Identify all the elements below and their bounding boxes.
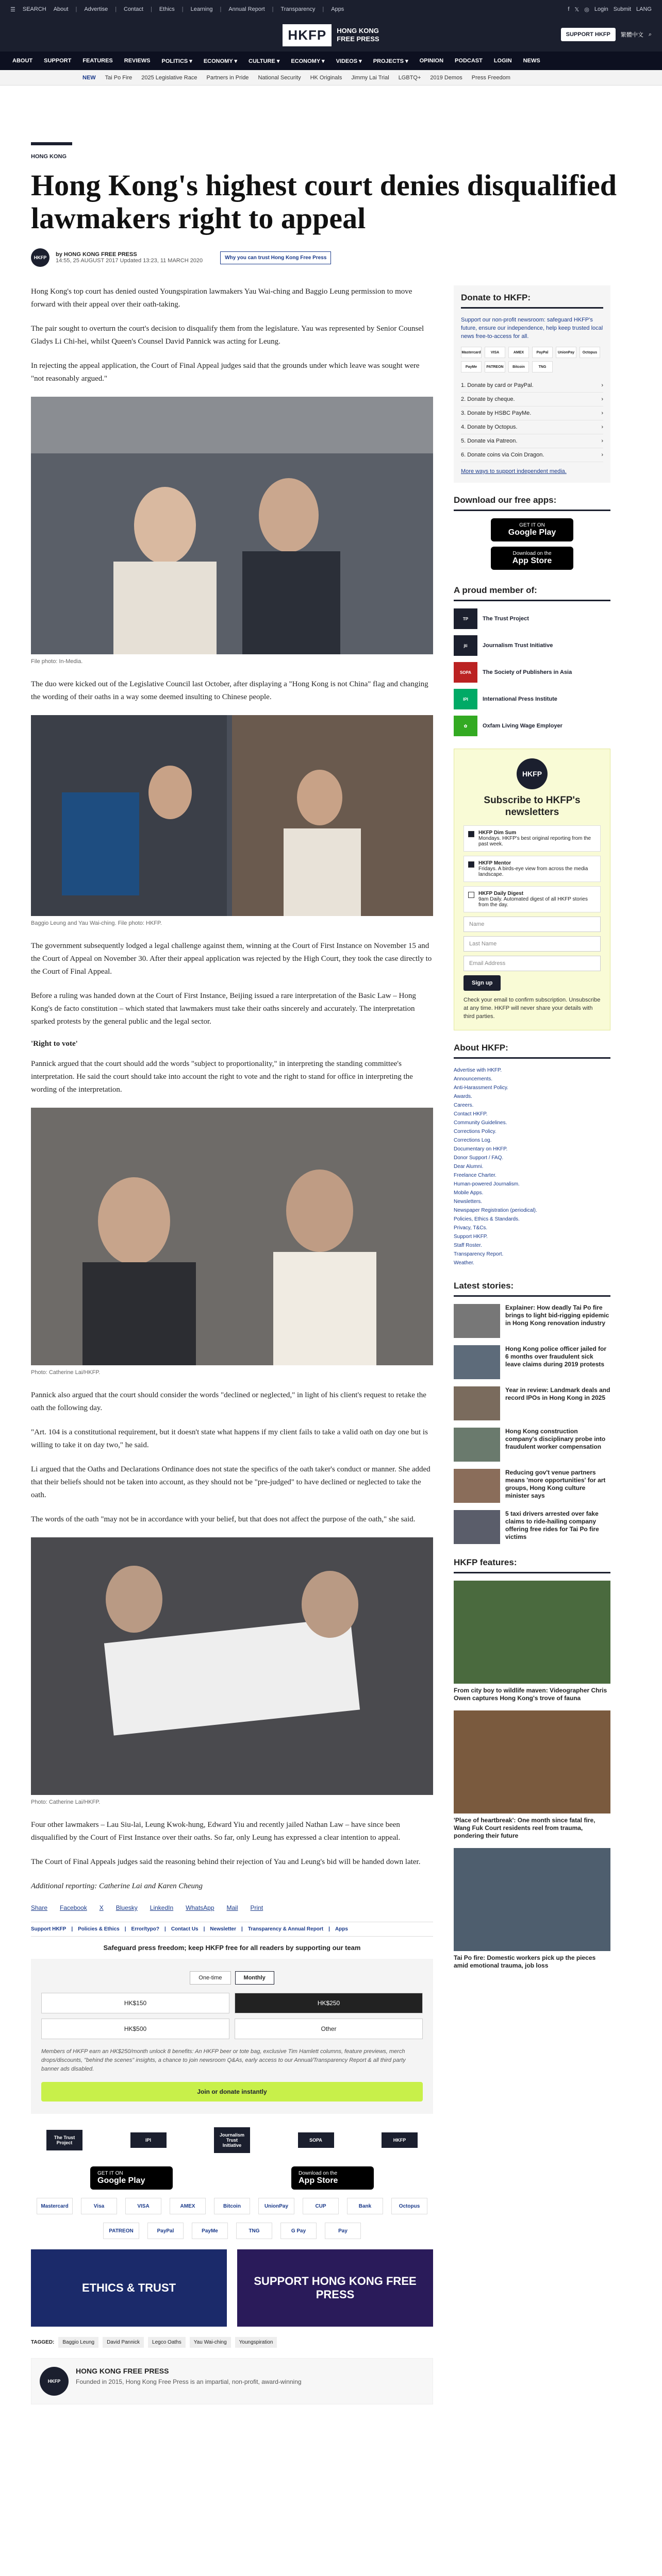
paragraph: Four other lawmakers – Lau Siu-lai, Leung Kwok-hung, Edward Yiu and recently jailed Nathan Law – have since been disqualified by the Court of First Instance over their oaths. So far, only Leung has expressed a clear intention to appeal.: [31, 1821, 401, 1842]
trending-link[interactable]: LGBTQ+: [398, 74, 421, 81]
paragraph: "Art. 104 is a constitutional requirement, but it doesn't state what happens if my client fails to take a valid oath on day one but is willing to take it on day two," he said.: [31, 1428, 428, 1449]
about-link[interactable]: Careers.: [454, 1103, 474, 1108]
about-link[interactable]: Privacy, T&Cs.: [454, 1225, 488, 1231]
partner-logos: [31, 2127, 433, 2153]
about-link[interactable]: Anti-Harassment Policy.: [454, 1085, 508, 1091]
payment-logo: PayPal: [147, 2223, 184, 2239]
sidebar-heading: Donate to HKFP:: [461, 293, 603, 309]
amount-option[interactable]: Other: [235, 2019, 423, 2039]
story-thumbnail: [454, 1304, 500, 1338]
article-title: Hong Kong's highest court denies disqualified lawmakers right to appeal: [31, 168, 617, 235]
donate-way[interactable]: 4. Donate by Octopus. ›: [461, 420, 603, 434]
topbar-ethics[interactable]: Ethics: [159, 6, 175, 12]
payment-logo: PayMe: [192, 2223, 228, 2239]
about-link[interactable]: Newspaper Registration (periodical).: [454, 1208, 537, 1213]
photo-caption: Baggio Leung and Yau Wai-ching. File photo: HKFP.: [31, 920, 162, 926]
tag-list: [31, 2337, 433, 2348]
feature-image: [454, 1710, 610, 1814]
member-logo[interactable]: IPI International Press Institute: [454, 689, 610, 709]
trending-link[interactable]: HK Originals: [310, 74, 342, 81]
share-print[interactable]: Print: [250, 1904, 263, 1911]
link-newsletter[interactable]: Newsletter: [210, 1926, 236, 1932]
feature-item[interactable]: Tai Po fire: Domestic workers pick up the pieces amid emotional trauma, job loss: [454, 1848, 610, 1970]
story-item[interactable]: Year in review: Landmark deals and record IPOs in Hong Kong in 2025: [454, 1386, 610, 1420]
language-switch[interactable]: 繁體中文: [620, 32, 643, 38]
trending-link[interactable]: Press Freedom: [471, 74, 510, 81]
page-content: [31, 86, 631, 2404]
payment-logo: Bitcoin: [214, 2198, 250, 2214]
google-play-badge[interactable]: GET IT ON Google Play: [90, 2166, 173, 2190]
tag[interactable]: Baggio Leung: [58, 2337, 98, 2348]
tag[interactable]: Legco Oaths: [148, 2337, 186, 2348]
search-link[interactable]: SEARCH: [22, 6, 46, 12]
search-icon[interactable]: ⌕: [648, 31, 652, 38]
section-subheading: 'Right to vote': [31, 1040, 78, 1048]
author-box-name[interactable]: HONG KONG FREE PRESS: [76, 2367, 169, 2375]
sidebar-heading: Latest stories:: [454, 1281, 610, 1297]
sidebar-heading: A proud member of:: [454, 585, 610, 601]
logo-line-1: HONG KONG: [337, 26, 379, 35]
paragraph: The Court of Final Appeals judges said the reasoning behind their rejection of Yau and Leung's bid will be handed down later.: [31, 1858, 421, 1866]
feature-image: [454, 1581, 610, 1684]
about-link[interactable]: Freelance Charter.: [454, 1173, 496, 1178]
donate-widget: [31, 1959, 433, 2114]
partner-logo[interactable]: The Trust Project: [46, 2130, 82, 2150]
hkfp-logo-icon: HKFP: [517, 758, 548, 789]
about-link[interactable]: Policies, Ethics & Standards.: [454, 1216, 520, 1222]
donate-sidebar: [454, 285, 610, 483]
payment-logo: TNG: [236, 2223, 272, 2239]
donate-way[interactable]: 3. Donate by HSBC PayMe. ›: [461, 406, 603, 420]
trending-link[interactable]: National Security: [258, 74, 301, 81]
donate-ways: [461, 379, 603, 462]
nav-item[interactable]: LOGIN: [493, 58, 512, 64]
about-link[interactable]: Community Guidelines.: [454, 1120, 507, 1126]
payment-logo: CUP: [303, 2198, 339, 2214]
author-name[interactable]: by HONG KONG FREE PRESS: [56, 251, 137, 258]
about-link[interactable]: Awards.: [454, 1094, 472, 1099]
share-linkedin[interactable]: LinkedIn: [150, 1904, 174, 1911]
link-support[interactable]: Support HKFP: [31, 1926, 67, 1932]
nav-item[interactable]: SUPPORT: [44, 58, 72, 64]
paragraph: Hong Kong's top court has denied ousted Youngspiration lawmakers Yau Wai-ching and Baggio Leung permission to move forward with their appeal over their oath-taking.: [31, 287, 412, 309]
nav-item[interactable]: ECONOMY ▾: [203, 58, 238, 64]
email-field[interactable]: Email Address: [464, 956, 601, 971]
donate-way[interactable]: 6. Donate coins via Coin Dragon. ›: [461, 448, 603, 462]
payment-mini-logos: Mastercard VISA AMEX PayPal UnionPay Octopus PayMe PATREON Bitcoin TNG: [461, 347, 603, 372]
photo-caption: Photo: Catherine Lai/HKFP.: [31, 1799, 101, 1805]
amount-option[interactable]: HK$250: [235, 1993, 423, 2013]
paragraph: Pannick argued that the court should add the words "subject to proportionality," in interpreting the standing committee's interpretation. He said the court should take into account the right to vote and the right to stand for office in interpreting the wording of the interpretation.: [31, 1060, 413, 1094]
sidebar-heading: About HKFP:: [454, 1043, 610, 1059]
nav-item[interactable]: OPINION: [419, 58, 444, 64]
logo-line-2: FREE PRESS: [337, 35, 379, 43]
about-link[interactable]: Announcements.: [454, 1076, 493, 1082]
nav-item[interactable]: NEWS: [523, 58, 540, 64]
about-link[interactable]: Human-powered Journalism.: [454, 1181, 520, 1187]
nav-item[interactable]: PODCAST: [455, 58, 483, 64]
footer-links: Support HKFP | Policies & Ethics | Error/typo? | Contact Us | Newsletter | Transparency & Annual Report | Apps: [31, 1922, 433, 1937]
author-box: [31, 2358, 433, 2404]
checkbox-checked[interactable]: [468, 861, 474, 868]
payment-logo: UnionPay: [258, 2198, 294, 2214]
submit-link[interactable]: Submit: [613, 6, 632, 12]
nav-item[interactable]: PROJECTS ▾: [373, 58, 408, 64]
topbar-apps[interactable]: Apps: [331, 6, 344, 12]
newsletter-title: Subscribe to HKFP's newsletters: [484, 795, 581, 818]
trending-link[interactable]: Partners in Pride: [206, 74, 249, 81]
photo-caption: Photo: Catherine Lai/HKFP.: [31, 1369, 101, 1376]
nav-item[interactable]: FEATURES: [82, 58, 113, 64]
topbar-annual-report[interactable]: Annual Report: [228, 6, 265, 12]
newsletter-note: Check your email to confirm subscription. Unsubscribe at any time. HKFP will never share your details with third parties.: [464, 997, 601, 1020]
partner-logo[interactable]: IPI: [130, 2132, 167, 2148]
story-item[interactable]: Hong Kong police officer jailed for 6 months over fraudulent sick leave claims during 2019 protests: [454, 1345, 610, 1379]
about-link[interactable]: Dear Alumni.: [454, 1164, 484, 1170]
article-kicker[interactable]: HONG KONG: [31, 154, 67, 160]
instagram-icon[interactable]: ◎: [584, 6, 589, 13]
about-link[interactable]: Support HKFP.: [454, 1234, 488, 1240]
about-link[interactable]: Donor Support / FAQ.: [454, 1155, 504, 1161]
paragraph: Pannick also argued that the court should consider the words "declined or neglected," in light of his client's request to retake the oath the following day.: [31, 1391, 426, 1412]
article-photo: [31, 1108, 433, 1365]
story-thumbnail: [454, 1510, 500, 1544]
payment-logo: G Pay: [280, 2223, 317, 2239]
newsletter-signup: [454, 749, 610, 1030]
about-link[interactable]: Corrections Log.: [454, 1138, 492, 1143]
share-whatsapp[interactable]: WhatsApp: [186, 1904, 214, 1911]
article-photo: [31, 397, 433, 654]
about-link[interactable]: Transparency Report.: [454, 1251, 504, 1257]
trending-bar: [0, 70, 662, 86]
article-body: [31, 285, 433, 2404]
app-store-badge[interactable]: Download on the App Store: [291, 2166, 374, 2190]
byline: [31, 248, 631, 267]
payment-logo: Octopus: [391, 2198, 427, 2214]
amount-option[interactable]: HK$150: [41, 1993, 229, 2013]
login-link[interactable]: Login: [594, 6, 608, 12]
member-logo[interactable]: ✿ Oxfam Living Wage Employer: [454, 716, 610, 736]
site-logo[interactable]: [283, 24, 379, 46]
nav-item[interactable]: POLITICS ▾: [161, 58, 192, 64]
payment-logo: Visa: [81, 2198, 117, 2214]
tag[interactable]: Yau Wai-ching: [190, 2337, 231, 2348]
facebook-icon[interactable]: f: [568, 6, 570, 12]
last-name-field[interactable]: Last Name: [464, 936, 601, 952]
member-logo[interactable]: SOPA The Society of Publishers in Asia: [454, 662, 610, 683]
author-avatar[interactable]: HKFP: [31, 248, 49, 267]
menu-icon[interactable]: ☰: [10, 6, 15, 13]
support-hkfp-button[interactable]: SUPPORT HKFP: [561, 28, 616, 41]
title-rule: [31, 142, 72, 145]
feature-image: [454, 1848, 610, 1951]
share-facebook[interactable]: Facebook: [60, 1904, 87, 1911]
article-photo: [31, 715, 433, 916]
about-link[interactable]: Mobile Apps.: [454, 1190, 484, 1196]
link-error[interactable]: Error/typo?: [131, 1926, 159, 1932]
donate-text[interactable]: Support our non-profit newsroom: safeguard HKFP's future, ensure our independence, help keep trusted local news free-to-access for all.: [461, 317, 603, 340]
support-banner[interactable]: SUPPORT HONG KONG FREE PRESS: [237, 2249, 433, 2327]
paragraph: Before a ruling was handed down at the Court of First Instance, Beijing issued a rare interpretation of the Basic Law – Hong Kong's de facto constitution – which stated that lawmakers must take their oaths sincerely and accurately. The interpretation sparked protests by the general public and the legal sector.: [31, 992, 416, 1026]
tag[interactable]: Youngspiration: [235, 2337, 277, 2348]
share-bar: [31, 1904, 433, 1911]
link-policies[interactable]: Policies & Ethics: [78, 1926, 120, 1932]
story-thumbnail: [454, 1386, 500, 1420]
link-contact[interactable]: Contact Us: [171, 1926, 198, 1932]
story-thumbnail: [454, 1428, 500, 1462]
donate-benefits: Members of HKFP earn an HK$250/month unlock 8 benefits: An HKFP beer or tote bag, exclusive Tim Hamlett columns, feature previews, merch drops/discounts, "behind the scenes" insights, a chance to join newsroom Q&As, early access to our Annual/Transparency Report & all third party banner ads disabled.: [41, 2048, 406, 2072]
checkbox-unchecked[interactable]: [468, 892, 474, 898]
share-x[interactable]: X: [99, 1904, 104, 1911]
topbar-transparency[interactable]: Transparency: [280, 6, 316, 12]
topbar-learning[interactable]: Learning: [190, 6, 213, 12]
payment-logo: VISA: [125, 2198, 161, 2214]
payment-logo: Bank: [347, 2198, 383, 2214]
author-avatar[interactable]: HKFP: [40, 2367, 69, 2396]
partner-logo[interactable]: HKFP: [382, 2132, 418, 2148]
nav-item[interactable]: VIDEOS ▾: [336, 58, 362, 64]
about-link[interactable]: Weather.: [454, 1260, 474, 1266]
one-time-tab[interactable]: One-time: [190, 1971, 230, 1985]
x-icon[interactable]: 𝕏: [574, 6, 580, 13]
logo-mark: HKFP: [283, 24, 332, 46]
story-thumbnail: [454, 1469, 500, 1503]
join-donate-button[interactable]: Join or donate instantly: [41, 2082, 423, 2102]
trending-link[interactable]: 2025 Legislative Race: [141, 74, 197, 81]
payment-logo: Pay: [325, 2223, 361, 2239]
first-name-field[interactable]: Name: [464, 917, 601, 932]
newsletter-option[interactable]: HKFP Dim Sum Mondays. HKFP's best original reporting from the past week.: [464, 825, 601, 852]
main-nav: [0, 52, 662, 70]
newsletter-option[interactable]: HKFP Mentor Fridays. A birds-eye view from across the media landscape.: [464, 856, 601, 882]
payment-logo: PATREON: [103, 2223, 139, 2239]
story-thumbnail: [454, 1345, 500, 1379]
new-label: NEW: [82, 74, 96, 81]
story-item[interactable]: Explainer: How deadly Tai Po fire brings to light bid-rigging epidemic in Hong Kong renovation industry: [454, 1304, 610, 1338]
app-store-badges: [31, 2166, 433, 2190]
share-mail[interactable]: Mail: [226, 1904, 238, 1911]
topbar-contact[interactable]: Contact: [124, 6, 143, 12]
about-link[interactable]: Advertise with HKFP.: [454, 1067, 502, 1073]
photo-caption: File photo: In-Media.: [31, 658, 83, 665]
about-link[interactable]: Contact HKFP.: [454, 1111, 488, 1117]
app-store-badge[interactable]: Download on the App Store: [491, 547, 573, 570]
safeguard-heading[interactable]: Safeguard press freedom; keep HKFP free for all readers by supporting our team: [103, 1944, 361, 1952]
monthly-tab[interactable]: Monthly: [235, 1971, 274, 1985]
article-dates: 14:55, 25 AUGUST 2017 Updated 13:23, 11 MARCH 2020: [56, 258, 203, 264]
donate-way[interactable]: 1. Donate by card or PayPal. ›: [461, 379, 603, 393]
sidebar: [454, 285, 610, 2404]
about-link[interactable]: Staff Roster.: [454, 1243, 482, 1248]
about-link[interactable]: Newsletters.: [454, 1199, 483, 1205]
checkbox-checked[interactable]: [468, 831, 474, 837]
feature-item[interactable]: 'Place of heartbreak': One month since fatal fire, Wang Fuk Court residents reel from trauma, pondering their future: [454, 1710, 610, 1840]
nav-item[interactable]: CULTURE ▾: [249, 58, 280, 64]
payment-methods: [31, 2198, 433, 2239]
donate-way[interactable]: 5. Donate via Patreon. ›: [461, 434, 603, 448]
link-apps[interactable]: Apps: [335, 1926, 348, 1932]
donate-way[interactable]: 2. Donate by cheque. ›: [461, 393, 603, 406]
payment-logo: AMEX: [170, 2198, 206, 2214]
more-ways-link[interactable]: More ways to support independent media.: [461, 468, 567, 474]
nav-item[interactable]: ABOUT: [12, 58, 33, 64]
promo-banners: [31, 2249, 433, 2327]
ethics-banner[interactable]: ETHICS & TRUST: [31, 2249, 227, 2327]
trending-link[interactable]: Tai Po Fire: [105, 74, 133, 81]
share-bluesky[interactable]: Bluesky: [115, 1904, 138, 1911]
link-transparency[interactable]: Transparency & Annual Report: [247, 1926, 324, 1932]
lang-link[interactable]: LANG: [636, 6, 652, 12]
nav-item[interactable]: REVIEWS: [124, 58, 151, 64]
additional-reporting: Additional reporting: Catherine Lai and Karen Cheung: [31, 1882, 203, 1890]
story-item[interactable]: Reducing gov't venue partners means 'more opportunities' for art groups, Hong Kong culture minister says: [454, 1469, 610, 1503]
story-item[interactable]: 5 taxi drivers arrested over fake claims to ride-hailing company offering free rides for Tai Po fire victims: [454, 1510, 610, 1544]
member-logo[interactable]: TP The Trust Project: [454, 608, 610, 629]
feature-item[interactable]: From city boy to wildlife maven: Videographer Chris Owen captures Hong Kong's trove of fauna: [454, 1581, 610, 1702]
topbar-about[interactable]: About: [53, 6, 69, 12]
newsletter-option[interactable]: HKFP Daily Digest 9am Daily. Automated digest of all HKFP stories from the day.: [464, 886, 601, 912]
partner-logo[interactable]: SOPA: [298, 2132, 334, 2148]
payment-logo: Mastercard: [37, 2198, 73, 2214]
nav-item[interactable]: ECONOMY ▾: [291, 58, 325, 64]
story-item[interactable]: Hong Kong construction company's disciplinary probe into fraudulent worker compensation: [454, 1428, 610, 1462]
about-links: [454, 1066, 610, 1267]
member-logo[interactable]: jti Journalism Trust Initiative: [454, 635, 610, 656]
paragraph: In rejecting the appeal application, the Court of Final Appeal judges said that the grounds under which leave was sought were "not reasonably argued.": [31, 362, 420, 383]
trust-button[interactable]: Why you can trust Hong Kong Free Press: [220, 251, 331, 264]
trending-link[interactable]: 2019 Demos: [430, 74, 462, 81]
about-link[interactable]: Documentary on HKFP.: [454, 1146, 508, 1152]
paragraph: The government subsequently lodged a legal challenge against them, winning at the Court of First Instance on November 15 and the Court of Appeal on November 30. After their appeal application was rejected by the High Court, they took the case directly to the Court of Final Appeal.: [31, 942, 432, 976]
paragraph: The words of the oath "may not be in accordance with your belief, but that does not affect the purpose of the oath," she said.: [31, 1515, 416, 1523]
top-utility-bar: ☰ SEARCH About | Advertise | Contact | Ethics | Learning | Annual Report | Transparency | Apps f 𝕏 ◎ Login Submit LANG: [0, 0, 662, 19]
google-play-badge[interactable]: GET IT ON Google Play: [491, 518, 573, 541]
paragraph: The pair sought to overturn the court's decision to disqualify them from the legislature. Yau was represented by Senior Counsel Gladys Li Chi-hei, whilst Queen's Counsel David Pannick was acting for Leung.: [31, 325, 424, 346]
sign-up-button[interactable]: Sign up: [464, 975, 501, 991]
partner-logo[interactable]: Journalism Trust Initiative: [214, 2127, 250, 2153]
topbar-advertise[interactable]: Advertise: [84, 6, 108, 12]
tag[interactable]: David Pannick: [103, 2337, 144, 2348]
author-box-text: Founded in 2015, Hong Kong Free Press is an impartial, non-profit, award-winning: [76, 2378, 302, 2385]
about-link[interactable]: Corrections Policy.: [454, 1129, 496, 1134]
amount-option[interactable]: HK$500: [41, 2019, 229, 2039]
trending-link[interactable]: Jimmy Lai Trial: [351, 74, 389, 81]
tagged-label: TAGGED:: [31, 2340, 55, 2345]
paragraph: Li argued that the Oaths and Declarations Ordinance does not state the specifics of the oath taker's conduct or manner. She added that their beliefs should not be taken into account, as they should not be "pre-judged" to have declined or neglected to take the oath.: [31, 1465, 431, 1499]
share-label: Share: [31, 1904, 48, 1911]
sidebar-heading: Download our free apps:: [454, 495, 610, 511]
sidebar-heading: HKFP features:: [454, 1557, 610, 1573]
latest-stories: [454, 1304, 610, 1544]
paragraph: The duo were kicked out of the Legislative Council last October, after displaying a "Hong Kong is not China" flag and changing the wording of their oaths in a way some deemed insulting to Chinese people.: [31, 680, 428, 701]
masthead: [0, 19, 662, 52]
article-photo: [31, 1537, 433, 1795]
